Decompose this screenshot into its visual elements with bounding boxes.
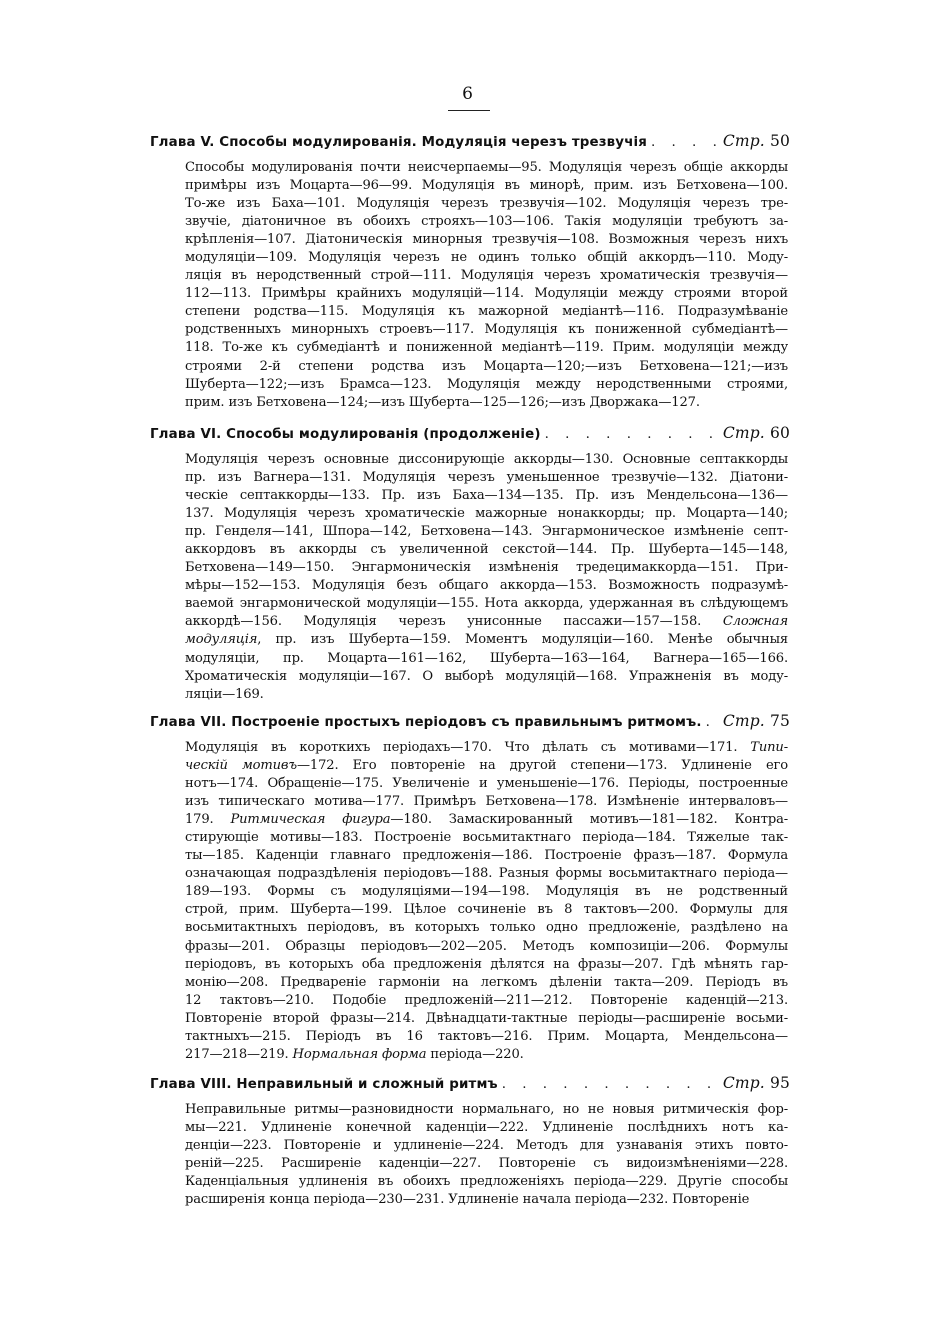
text-run: строй, прим. Шуберта—199. Цѣлое сочиненіе въ 8 тактовъ—200. Формулы для <box>185 902 788 918</box>
text-run: модуляціи—109. Модуляція черезъ не одинъ только общій аккордъ—110. Моду- <box>185 250 788 266</box>
summary-line <box>185 847 788 865</box>
summary-line <box>185 1119 788 1137</box>
text-run: модуляціи, пр. Моцарта—161—162, Шуберта—163—164, Вагнера—165—166. <box>185 650 788 666</box>
summary-line <box>185 739 788 757</box>
summary-line <box>185 613 788 631</box>
summary-line <box>185 1010 788 1028</box>
summary-line <box>185 451 788 469</box>
summary-line <box>185 1155 788 1173</box>
text-run: восьмитактныхъ періодовъ, въ которыхъ только одно предложеніе, раздѣлено на <box>185 920 788 936</box>
summary-line <box>185 686 788 704</box>
summary-line <box>185 757 788 775</box>
summary-line <box>185 650 788 668</box>
chapter-7 <box>150 711 790 1064</box>
text-run: 12 тактовъ—210. Подобіе предложеній—211—212. Повтореніе каденцій—213. <box>185 992 788 1008</box>
italic-term: Ритмическая фигура <box>230 812 391 828</box>
text-run: прим. изъ Бетховена—124;—изъ Шуберта—125—126;—изъ Дворжака—127. <box>185 394 700 410</box>
chapter-heading <box>150 131 790 153</box>
summary-line <box>185 1028 788 1046</box>
italic-term: Типи- <box>750 740 788 755</box>
page-label: Стр. <box>722 132 765 150</box>
summary-line <box>185 1191 788 1209</box>
summary-line <box>185 541 788 559</box>
text-run: стирующіе мотивы—183. Построеніе восьмитактнаго періода—184. Тяжелые так- <box>185 830 788 846</box>
summary-line <box>185 177 788 195</box>
page-ref-number: 95 <box>769 1074 790 1092</box>
summary-line <box>185 577 788 595</box>
page-label: Стр. <box>722 424 765 442</box>
summary-line <box>185 195 788 213</box>
text-run: Каденціальныя удлиненія въ обоихъ предложеніяхъ періода—229. Другіе способы <box>185 1174 788 1190</box>
page-reference <box>723 423 790 443</box>
text-run: изъ типическаго мотива—177. Примѣръ Бетховена—178. Измѣненіе интерваловъ— <box>185 794 788 810</box>
page-reference <box>723 131 790 151</box>
text-run: пр. изъ Вагнера—131. Модуляція черезъ уменьшенное трезвучіе—132. Діатони- <box>185 470 788 486</box>
text-run: Способы модулированія почти неисчерпаемы—95. Модуляція черезъ общіе аккорды <box>185 160 788 175</box>
text-run: мѣры—152—153. Модуляція безъ общаго аккорда—153. Возможность подразумѣ- <box>185 578 788 594</box>
chapter-title: Глава VIII. Неправильный и сложный ритмъ <box>150 1077 498 1092</box>
text-run: звучіе, діатоничное въ обоихъ строяхъ—103—106. Такія модуляціи требуютъ за- <box>185 214 788 230</box>
chapter-title: Глава VII. Построеніе простыхъ періодовъ съ правильнымъ ритмомъ. <box>150 715 702 730</box>
text-run: реній—225. Расширеніе каденціи—227. Повтореніе съ видоизмѣненіями—228. <box>185 1156 788 1172</box>
dot-leader <box>651 133 719 153</box>
text-run: —180. Замаскированный мотивъ—181—182. Контра- <box>390 812 788 828</box>
page-label: Стр. <box>722 1074 765 1092</box>
text-run: ческіе септаккорды—133. Пр. изъ Баха—134—135. Пр. изъ Мендельсона—136— <box>185 488 788 504</box>
summary-line <box>185 523 788 541</box>
summary-line <box>185 1046 788 1064</box>
text-run: Модуляція черезъ основные диссонирующіе аккорды—130. Основные септаккорды <box>185 452 788 467</box>
text-run: тактныхъ—215. Періодъ въ 16 тактовъ—216. Прим. Моцарта, Мендельсона— <box>185 1028 788 1044</box>
text-run: Повтореніе второй фразы—214. Двѣнадцати-тактные періоды—расширеніе восьми- <box>185 1010 788 1026</box>
text-run: степени родства—115. Модуляція къ мажорной медіантѣ—116. Подразумѣваніе <box>185 304 788 320</box>
chapter-heading <box>150 711 790 733</box>
text-run: крѣпленія—107. Діатоническія минорныя трезвучія—108. Возможныя черезъ нихъ <box>185 232 788 248</box>
text-run: расширенія конца періода—230—231. Удлиненіе начала періода—232. Повтореніе <box>185 1192 750 1208</box>
text-run: періодовъ, въ которыхъ оба предложенія дѣлятся на фразы—207. Гдѣ мѣнять гар- <box>185 956 788 972</box>
text-run: родственныхъ минорныхъ строевъ—117. Модуляція къ пониженной субмедіантѣ— <box>185 322 788 338</box>
text-run: , пр. изъ Шуберта—159. Моментъ модуляціи—160. Менѣе обычныя <box>257 632 788 648</box>
italic-term: Сложная <box>722 614 788 630</box>
summary-line <box>185 505 788 523</box>
text-run: 118. То-же къ субмедіантѣ и пониженной медіантѣ—119. Прим. модуляціи между <box>185 340 788 356</box>
italic-term: Нормальная форма <box>292 1046 427 1062</box>
summary-line <box>185 358 788 376</box>
summary-line <box>185 159 788 177</box>
text-run: 189—193. Формы съ модуляціями—194—198. Модуляція въ не родственный <box>185 884 788 900</box>
page-label: Стр. <box>722 712 765 730</box>
summary-line <box>185 829 788 847</box>
text-run: Неправильные ритмы—разновидности нормальнаго, но не новыя ритмическія фор- <box>185 1102 788 1117</box>
text-run: 112—113. Примѣры крайнихъ модуляцій—114. Модуляціи между строями второй <box>185 286 788 302</box>
text-run: фразы—201. Образцы періодовъ—202—205. Методъ композиціи—206. Формулы <box>185 938 788 954</box>
chapter-summary <box>185 159 788 412</box>
page-number-rule <box>448 110 490 111</box>
chapter-title: Глава VI. Способы модулированія (продолженіе) <box>150 427 541 442</box>
chapter-summary <box>185 1101 788 1209</box>
summary-line <box>185 811 788 829</box>
page-ref-number: 60 <box>769 424 790 442</box>
chapter-6 <box>150 423 790 704</box>
summary-line <box>185 303 788 321</box>
summary-line <box>185 469 788 487</box>
chapter-5 <box>150 131 790 412</box>
summary-line <box>185 213 788 231</box>
text-run: нотъ—174. Обращеніе—175. Увеличеніе и уменьшеніе—176. Періоды, построенные <box>185 776 788 792</box>
page-ref-number: 75 <box>769 712 790 730</box>
text-run: пр. Генделя—141, Шпора—142, Бетховена—143. Энгармоническое измѣненіе септ- <box>185 524 788 540</box>
text-run: періода—220. <box>426 1046 524 1062</box>
chapter-title: Глава V. Способы модулированія. Модуляція черезъ трезвучія <box>150 135 648 150</box>
chapter-heading <box>150 1073 790 1095</box>
summary-line <box>185 394 788 412</box>
text-run: ляція въ неродственный строй—111. Модуляція черезъ хроматическія трезвучія— <box>185 268 788 284</box>
summary-line <box>185 487 788 505</box>
summary-line <box>185 775 788 793</box>
summary-line <box>185 231 788 249</box>
summary-line <box>185 919 788 937</box>
summary-line <box>185 668 788 686</box>
dot-leader <box>502 1075 719 1095</box>
summary-line <box>185 793 788 811</box>
summary-line <box>185 901 788 919</box>
text-run: Шуберта—122;—изъ Брамса—123. Модуляція между неродственными строями, <box>185 376 788 392</box>
summary-line <box>185 376 788 394</box>
page-reference <box>723 711 790 731</box>
summary-line <box>185 285 788 303</box>
text-run: —172. Его повтореніе на другой степени—173. Удлиненіе его <box>296 758 788 774</box>
summary-line <box>185 267 788 285</box>
chapter-heading <box>150 423 790 445</box>
summary-line <box>185 249 788 267</box>
summary-line <box>185 883 788 901</box>
page-reference <box>723 1073 790 1093</box>
summary-line <box>185 938 788 956</box>
text-run: ляціи—169. <box>185 686 264 702</box>
summary-line <box>185 595 788 613</box>
summary-line <box>185 992 788 1010</box>
summary-line <box>185 956 788 974</box>
text-run: 217—218—219. <box>185 1046 293 1062</box>
summary-line <box>185 631 788 649</box>
text-run: денціи—223. Повтореніе и удлиненіе—224. Методъ для узнаванія этихъ повто- <box>185 1138 788 1154</box>
summary-line <box>185 559 788 577</box>
text-run: означающая подраздѣленія періодовъ—188. Разныя формы восьмитактнаго періода— <box>185 866 788 882</box>
text-run: ты—185. Каденціи главнаго предложенія—186. Построеніе фразъ—187. Формула <box>185 848 788 864</box>
summary-line <box>185 865 788 883</box>
dot-leader <box>545 425 719 445</box>
text-run: аккордовъ въ аккорды съ увеличенной секстой—144. Пр. Шуберта—145—148, <box>185 542 788 558</box>
italic-term: модуляція <box>185 632 258 648</box>
chapter-summary <box>185 451 788 704</box>
italic-term: ческій мотивъ <box>185 758 297 774</box>
dot-leader <box>706 713 719 733</box>
summary-line <box>185 321 788 339</box>
text-run: мы—221. Удлиненіе конечной каденціи—222. Удлиненіе послѣднихъ нотъ ка- <box>185 1120 788 1136</box>
chapter-summary <box>185 739 788 1064</box>
text-run: 179. <box>185 812 231 828</box>
text-run: примѣры изъ Моцарта—96—99. Модуляція въ минорѣ, прим. изъ Бетховена—100. <box>185 178 788 194</box>
summary-line <box>185 974 788 992</box>
page-ref-number: 50 <box>769 132 790 150</box>
summary-line <box>185 1101 788 1119</box>
text-run: Модуляція въ короткихъ періодахъ—170. Что дѣлать съ мотивами—171. <box>185 740 751 755</box>
text-run: 137. Модуляція черезъ хроматическіе мажорные нонаккорды; пр. Моцарта—140; <box>185 506 788 522</box>
text-run: аккордѣ—156. Модуляція черезъ унисонные пассажи—157—158. <box>185 614 723 630</box>
page-number: 6 <box>462 84 474 104</box>
text-run: ваемой энгармонической модуляціи—155. Нота аккорда, удержанная въ слѣдующемъ <box>185 596 788 612</box>
summary-line <box>185 1137 788 1155</box>
summary-line <box>185 1173 788 1191</box>
text-run: Бетховена—149—150. Энгармоническія измѣненія тредецимаккорда—151. При- <box>185 560 788 576</box>
text-run: строями 2-й степени родства изъ Моцарта—120;—изъ Бетховена—121;—изъ <box>185 358 788 374</box>
text-run: монію—208. Предвареніе гармоніи на легкомъ дѣленіи такта—209. Періодъ въ <box>185 974 788 990</box>
text-run: То-же изъ Баха—101. Модуляція черезъ трезвучія—102. Модуляція черезъ тре- <box>185 196 788 212</box>
text-run: Хроматическія модуляціи—167. О выборѣ модуляцій—168. Упражненія въ моду- <box>185 668 788 684</box>
chapter-8 <box>150 1073 790 1209</box>
summary-line <box>185 339 788 357</box>
